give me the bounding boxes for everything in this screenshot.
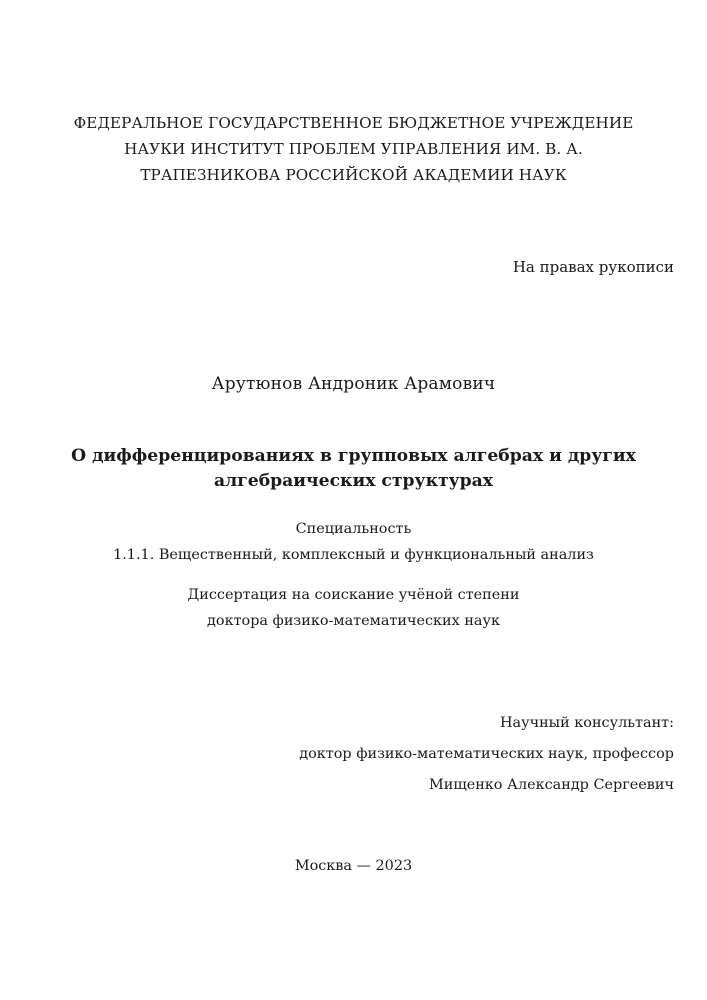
degree-line-2: доктора физико-математических наук xyxy=(207,613,500,629)
title-line-2: алгебраических структурах xyxy=(213,471,494,491)
consultant-name: Мищенко Александр Сергеевич xyxy=(429,777,674,793)
institution-name xyxy=(60,110,647,188)
scientific-consultant xyxy=(299,708,674,801)
consultant-degree: доктор физико-математических наук, профессор xyxy=(299,746,674,762)
degree-statement xyxy=(60,582,647,634)
institution-line-3: ТРАПЕЗНИКОВА РОССИЙСКОЙ АКАДЕМИИ НАУК xyxy=(140,166,567,184)
specialty-value: 1.1.1. Вещественный, комплексный и функциональный анализ xyxy=(113,547,594,563)
author-name: Арутюнов Андроник Арамович xyxy=(211,374,496,394)
specialty-label: Специальность xyxy=(295,521,412,537)
institution-line-2: НАУКИ ИНСТИТУТ ПРОБЛЕМ УПРАВЛЕНИЯ ИМ. В. А. xyxy=(124,140,583,158)
degree-line-1: Диссертация на соискание учёной степени xyxy=(187,587,520,603)
dissertation-title xyxy=(40,444,667,494)
institution-line-1: ФЕДЕРАЛЬНОЕ ГОСУДАРСТВЕННОЕ БЮДЖЕТНОЕ УЧРЕЖДЕНИЕ xyxy=(73,114,634,132)
city-year: Москва — 2023 xyxy=(294,858,413,874)
consultant-label: Научный консультант: xyxy=(499,715,674,731)
manuscript-note: На правах рукописи xyxy=(512,258,674,276)
title-line-1: О дифференцированиях в групповых алгебрах и других xyxy=(71,446,636,466)
specialty xyxy=(60,516,647,568)
